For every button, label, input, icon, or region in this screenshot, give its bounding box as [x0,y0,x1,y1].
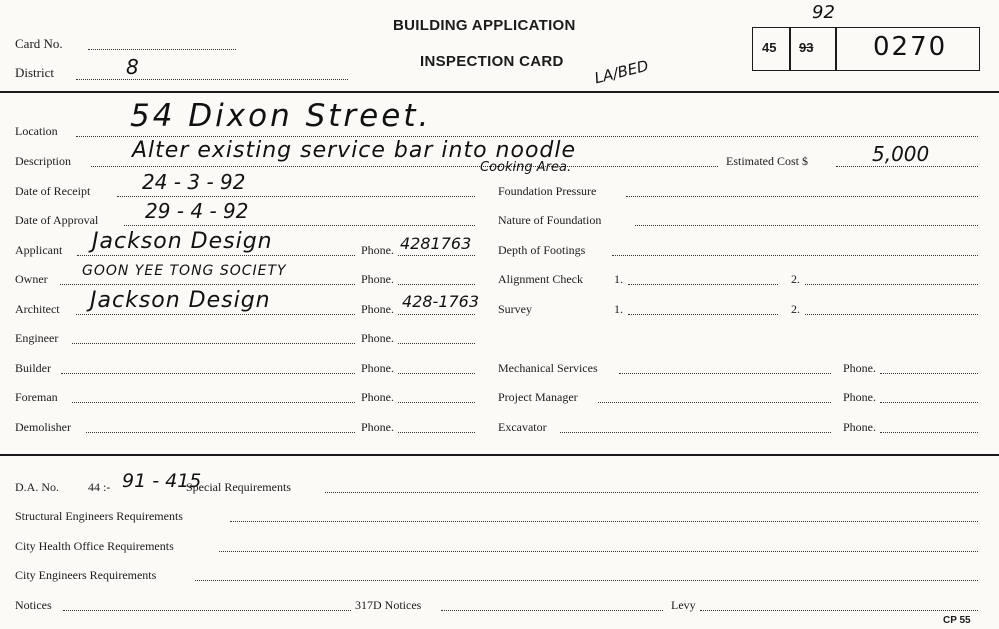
engineer-phone-dots [398,342,475,344]
mechanical-phone-dots [880,372,978,374]
architect-value: Jackson Design [90,288,271,313]
builder-label: Builder [15,361,51,375]
survey-label: Survey [498,302,532,316]
special-req-label: Special Requirements [186,480,291,494]
card-no-dots [88,48,236,50]
engineer-phone-label: Phone. [361,331,394,345]
receipt-label: Date of Receipt [15,184,91,198]
mechanical-phone-label: Phone. [843,361,876,375]
project-manager-phone-dots [880,401,978,403]
owner-phone-label: Phone. [361,272,394,286]
approval-dots [124,224,475,226]
description-value: Alter existing service bar into noodle [132,138,577,163]
title-line2: INSPECTION CARD [420,53,564,70]
applicant-dots [77,254,355,256]
survey-num2: 2. [791,302,800,316]
title-line1: BUILDING APPLICATION [393,17,576,34]
project-manager-phone-label: Phone. [843,390,876,404]
box-left-number: 45 [762,40,777,55]
nature-foundation-dots [635,224,978,226]
location-label: Location [15,124,58,138]
foundation-pressure-label: Foundation Pressure [498,184,597,198]
structural-dots [230,520,978,522]
project-manager-label: Project Manager [498,390,578,404]
notices-317-label: 317D Notices [355,598,422,612]
survey-num1: 1. [614,302,623,316]
excavator-dots [560,431,831,433]
foundation-pressure-dots [626,195,978,197]
notices-317-dots [441,609,663,611]
mechanical-dots [619,372,831,374]
excavator-label: Excavator [498,420,547,434]
approval-value: 29 - 4 - 92 [145,199,249,223]
nature-foundation-label: Nature of Foundation [498,213,602,227]
survey-dots-2 [805,313,978,315]
location-value: 54 Dixon Street. [130,98,432,134]
header-rule [0,91,999,93]
foreman-phone-dots [398,401,475,403]
receipt-value: 24 - 3 - 92 [142,170,246,194]
receipt-dots [117,195,475,197]
description-dots [91,165,718,167]
estimated-cost-label: Estimated Cost $ [726,154,808,168]
demolisher-phone-label: Phone. [361,420,394,434]
description-label: Description [15,154,71,168]
alignment-num1: 1. [614,272,623,286]
applicant-value: Jackson Design [92,229,273,254]
owner-value: GOON YEE TONG SOCIETY [82,263,287,279]
levy-dots [700,609,978,611]
special-req-dots [325,491,978,493]
owner-dots [60,283,355,285]
notices-label: Notices [15,598,52,612]
approval-label: Date of Approval [15,213,99,227]
health-dots [219,550,978,552]
box-right-number: 0270 [873,32,948,62]
architect-dots [76,313,355,315]
applicant-label: Applicant [15,243,63,257]
alignment-num2: 2. [791,272,800,286]
estimated-cost-value: 5,000 [872,142,930,166]
depth-footings-dots [612,254,978,256]
form-code: CP 55 [943,615,971,626]
architect-label: Architect [15,302,60,316]
demolisher-dots [86,431,355,433]
foreman-phone-label: Phone. [361,390,394,404]
owner-label: Owner [15,272,48,286]
alignment-dots-2 [805,283,978,285]
box-mid-number: 93 [799,40,814,55]
applicant-phone-dots [398,254,475,256]
survey-dots-1 [628,313,778,315]
health-label: City Health Office Requirements [15,539,174,553]
builder-dots [61,372,355,374]
project-manager-dots [598,401,831,403]
architect-phone-label: Phone. [361,302,394,316]
alignment-label: Alignment Check [498,272,583,286]
applicant-phone-label: Phone. [361,243,394,257]
owner-phone-dots [398,283,475,285]
da-prefix: 44 :- [88,480,111,494]
box-divider-1 [789,28,791,70]
builder-phone-dots [398,372,475,374]
foreman-dots [72,401,355,403]
stamp-note: LA/BED [592,56,651,88]
box-divider-2 [835,28,837,70]
engineer-dots [72,342,355,344]
applicant-phone-value: 4281763 [400,234,472,253]
foreman-label: Foreman [15,390,58,404]
description-continuation: Cooking Area. [480,160,572,175]
district-dots [76,78,348,80]
city-eng-label: City Engineers Requirements [15,568,157,582]
architect-phone-dots [398,313,475,315]
demolisher-label: Demolisher [15,420,71,434]
depth-footings-label: Depth of Footings [498,243,586,257]
engineer-label: Engineer [15,331,59,345]
demolisher-phone-dots [398,431,475,433]
card-number-box [752,27,980,71]
da-label: D.A. No. [15,480,59,494]
architect-phone-value: 428-1763 [402,292,480,311]
location-dots [76,135,978,137]
excavator-phone-label: Phone. [843,420,876,434]
structural-label: Structural Engineers Requirements [15,509,183,523]
da-value: 91 - 415 [122,470,202,492]
card-no-label: Card No. [15,36,63,51]
city-eng-dots [195,579,978,581]
levy-label: Levy [671,598,696,612]
builder-phone-label: Phone. [361,361,394,375]
middle-rule [0,454,999,456]
box-correction: 92 [812,2,835,23]
district-value: 8 [126,55,139,79]
excavator-phone-dots [880,431,978,433]
mechanical-label: Mechanical Services [498,361,598,375]
alignment-dots-1 [628,283,778,285]
district-label: District [15,65,54,80]
notices-dots [63,609,351,611]
